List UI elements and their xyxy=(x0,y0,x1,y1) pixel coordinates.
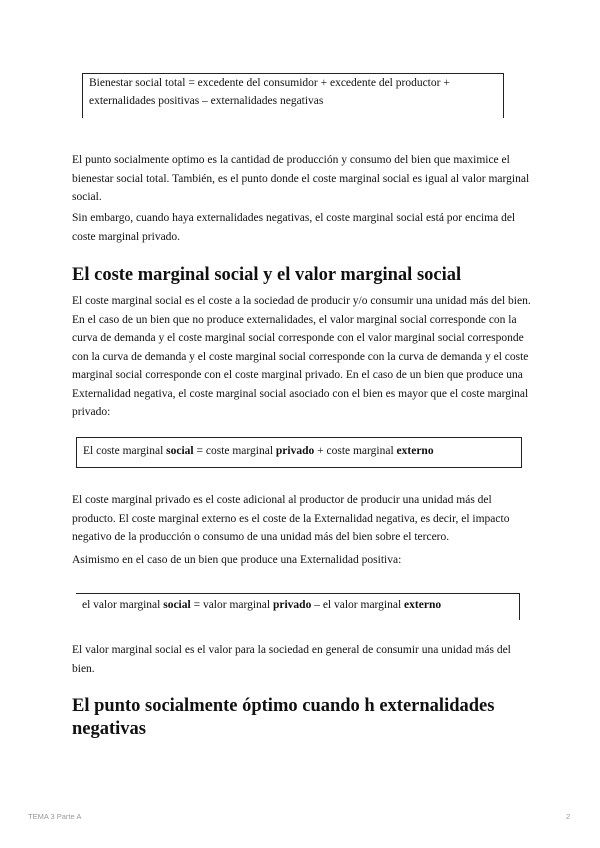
paragraph-coste-marginal-privado: El coste marginal privado es el coste adicional al productor de producir una unidad más del producto. El coste marginal externo es el coste de la Externalidad negativa, es decir, el impacto negativo de la producción o consumo de una unidad más del bien sobre el tercero. xyxy=(72,494,510,543)
formula-valor-marginal-box xyxy=(76,593,520,620)
formula-line-2: externalidades positivas – externalidades negativas xyxy=(89,95,324,107)
paragraph-coste-marginal-social: El coste marginal social es el coste a la sociedad de producir y/o consumir una unidad más del bien. En el caso de un bien que no produce externalidades, el valor marginal social corresponde con la curva de demanda y el coste marginal social corresponde con el valor marginal social corresponde con la curva de demanda y el coste marginal social corresponde con la curva de demanda y el coste marginal social corresponde con el coste marginal privado. En el caso de un bien que produce una Externalidad negativa, el coste marginal social asociado con el bien es mayor que el coste marginal privado: xyxy=(72,295,531,418)
formula-coste-marginal-box xyxy=(76,437,522,468)
page-number: 2 xyxy=(566,812,571,821)
formula-valor-marginal: el valor marginal social = valor marginal privado – el valor marginal externo xyxy=(82,599,442,611)
paragraph-optimo: El punto socialmente optimo es la cantidad de producción y consumo del bien que maximice el bienestar social total. También, es el punto donde el coste marginal social es igual al valor marginal social. xyxy=(72,154,530,203)
footer-title: TEMA 3 Parte A xyxy=(28,812,82,821)
paragraph-valor-marginal-social: El valor marginal social es el valor para la sociedad en general de consumir una unidad más del bien. xyxy=(72,644,511,675)
formula-line-1: Bienestar social total = excedente del consumidor + excedente del productor + xyxy=(89,77,450,89)
formula-coste-marginal: El coste marginal social = coste marginal privado + coste marginal externo xyxy=(83,445,434,457)
heading-coste-marginal-social: El coste marginal social y el valor marginal social xyxy=(72,265,462,285)
paragraph-sin-embargo: Sin embargo, cuando haya externalidades negativas, el coste marginal social está por encima del coste marginal privado. xyxy=(72,212,516,243)
formula-bienestar-box xyxy=(82,73,504,118)
paragraph-asimismo: Asimismo en el caso de un bien que produce una Externalidad positiva: xyxy=(72,554,402,566)
heading-punto-optimo: El punto socialmente óptimo cuando h externalidades negativas xyxy=(72,696,495,739)
